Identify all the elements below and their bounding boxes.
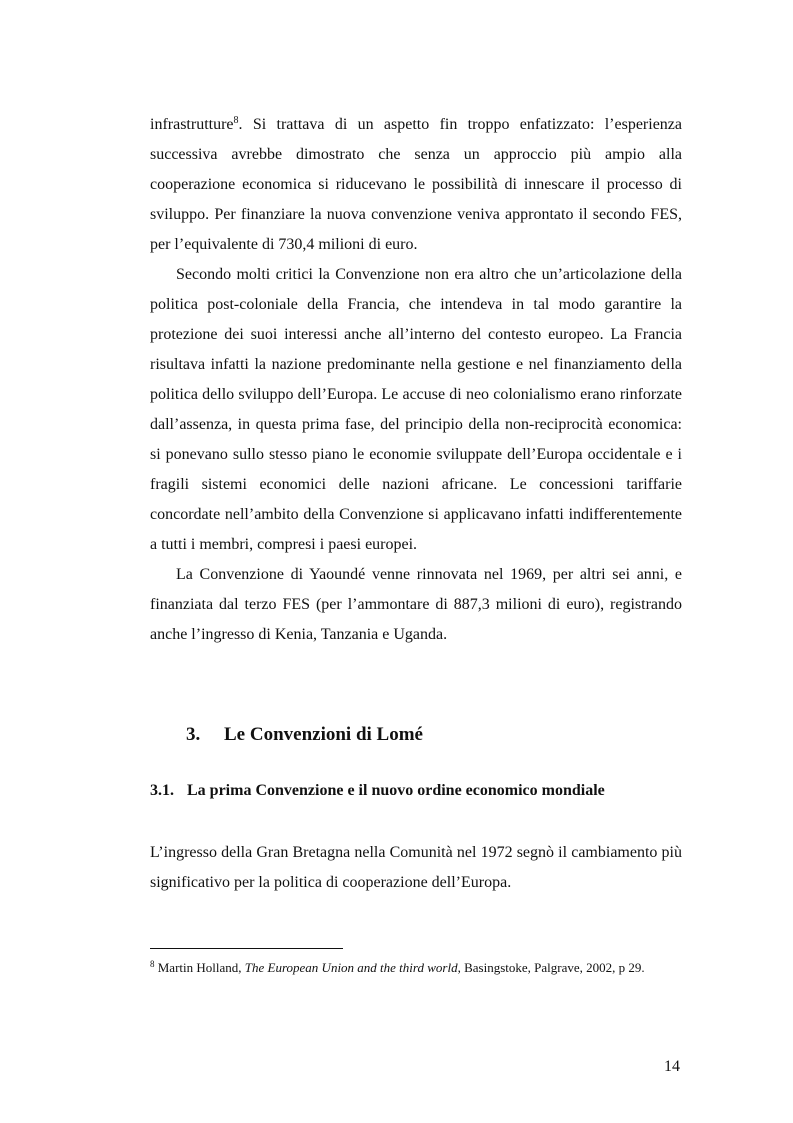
footnote bbox=[150, 958, 682, 978]
section-title: Le Convenzioni di Lomé bbox=[224, 724, 423, 745]
paragraph-2: Secondo molti critici la Convenzione non era altro che un’articolazione della politica post-coloniale della Francia, che intendeva in tal modo garantire la protezione dei suoi interessi anche all’interno del contesto europeo. La Francia risultava infatti la nazione predominante nella gestione e nel finanziamento della politica dello sviluppo dell’Europa. Le accuse di neo colonialismo erano rinforzate dall’assenza, in questa prima fase, del principio della non-reciprocità economica: si ponevano sullo stesso piano le economie sviluppate dell’Europa occidentale e i fragili sistemi economici delle nazioni africane. Le concessioni tariffarie concordate nell’ambito della Convenzione si applicavano infatti indifferentemente a tutti i membri, compresi i paesi europei. bbox=[150, 266, 682, 553]
paragraph-4: L’ingresso della Gran Bretagna nella Comunità nel 1972 segnò il cambiamento più significativo per la politica di cooperazione dell’Europa. bbox=[150, 844, 682, 891]
subsection-title: La prima Convenzione e il nuovo ordine economico mondiale bbox=[187, 782, 605, 799]
footnote-reference[interactable]: 8 bbox=[233, 115, 239, 126]
section-number: 3. bbox=[186, 724, 201, 745]
footnote-book-title: The European Union and the third world bbox=[244, 960, 458, 975]
footnote-details: , Basingstoke, Palgrave, 2002, p 29. bbox=[457, 960, 645, 975]
subsection-number: 3.1. bbox=[150, 782, 174, 799]
paragraph-1-start: infrastrutture bbox=[150, 116, 234, 133]
body-text-upper bbox=[150, 110, 682, 650]
body-text-lower bbox=[150, 838, 682, 898]
section-heading bbox=[186, 724, 423, 746]
page-number: 14 bbox=[664, 1058, 680, 1075]
footnote-separator bbox=[150, 948, 343, 949]
footnote-author: Martin Holland, bbox=[154, 960, 245, 975]
subsection-heading bbox=[150, 782, 605, 800]
paragraph-3: La Convenzione di Yaoundé venne rinnovata nel 1969, per altri sei anni, e finanziata dal terzo FES (per l’ammontare di 887,3 milioni di euro), registrando anche l’ingresso di Kenia, Tanzania e Uganda. bbox=[150, 566, 682, 643]
footnote-marker: 8 bbox=[150, 959, 155, 969]
paragraph-1 bbox=[150, 110, 682, 260]
paragraph-1-rest: . Si trattava di un aspetto fin troppo enfatizzato: l’esperienza successiva avrebbe dimostrato che senza un approccio più ampio alla cooperazione economica si riducevano le possibilità di innescare il processo di sviluppo. Per finanziare la nuova convenzione veniva approntato il secondo FES, per l’equivalente di 730,4 milioni di euro. bbox=[150, 116, 682, 253]
